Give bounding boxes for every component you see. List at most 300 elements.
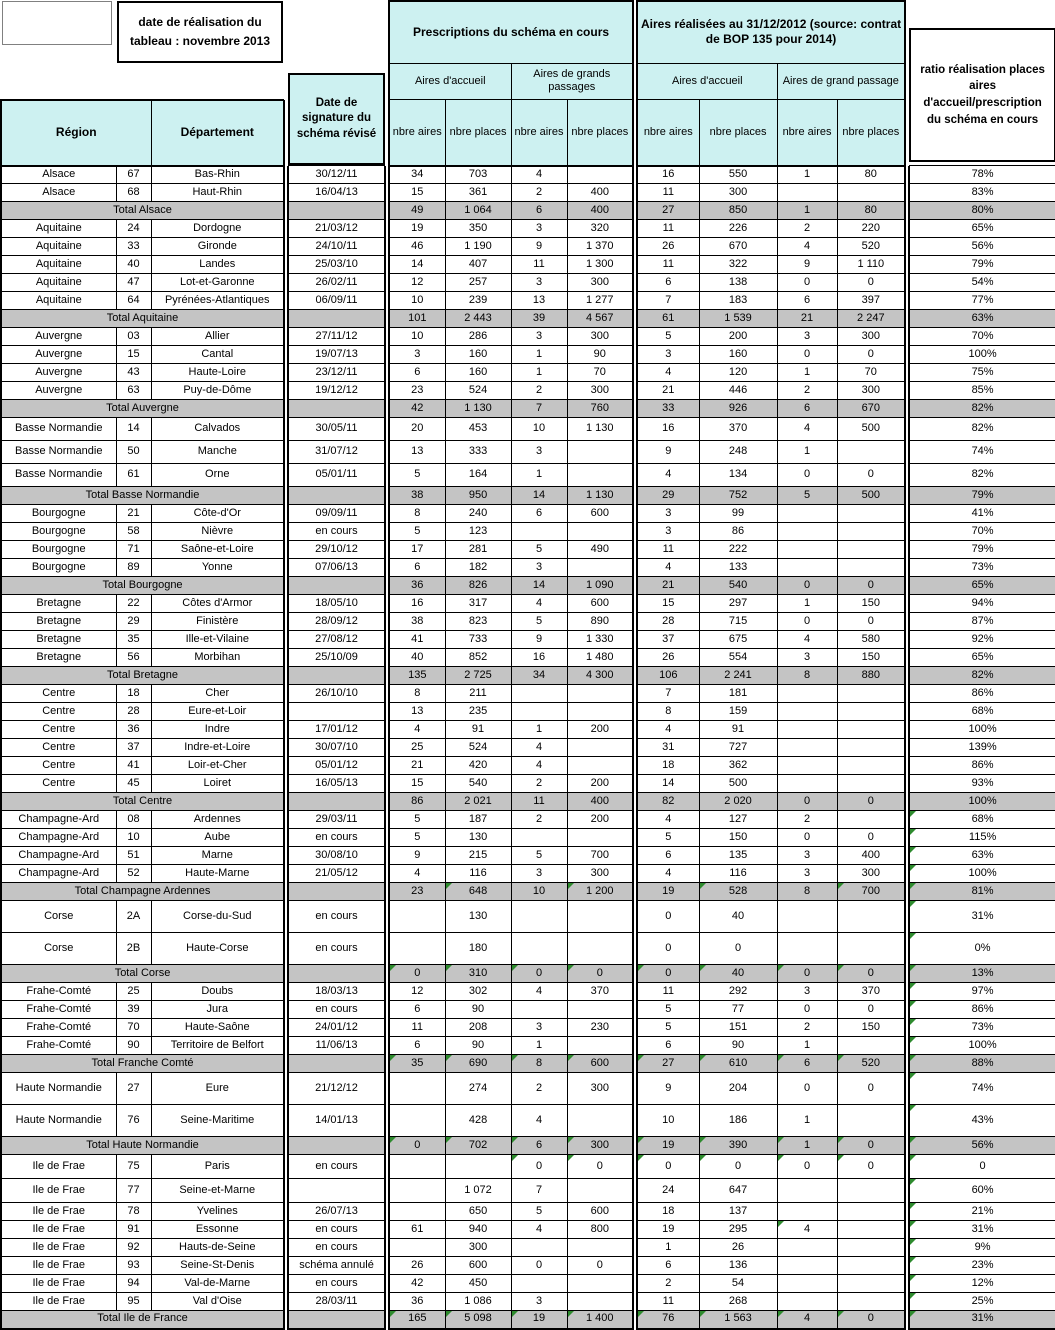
cell-region[interactable]: Champagne-Ard [1, 829, 116, 847]
cell-departement[interactable]: Orne [151, 464, 284, 487]
cell-value[interactable] [567, 1275, 633, 1293]
cell-value[interactable]: 6 [389, 559, 445, 577]
cell-departement[interactable]: Landes [151, 256, 284, 274]
cell-value[interactable]: 164 [445, 464, 511, 487]
cell-departement[interactable]: Hauts-de-Seine [151, 1239, 284, 1257]
cell-departement[interactable]: Cantal [151, 346, 284, 364]
cell-region[interactable]: Centre [1, 775, 116, 793]
cell-value[interactable] [567, 901, 633, 933]
cell-value[interactable]: 90 [445, 1037, 511, 1055]
cell-ratio[interactable]: 80% [909, 202, 1055, 220]
cell-value[interactable]: 4 300 [567, 667, 633, 685]
cell-value[interactable]: 7 [511, 1179, 567, 1203]
cell-departement[interactable]: Saône-et-Loire [151, 541, 284, 559]
cell-ratio[interactable]: 31% [909, 901, 1055, 933]
cell-value[interactable]: 27 [637, 202, 699, 220]
cell-value[interactable] [567, 739, 633, 757]
cell-value[interactable]: 500 [699, 775, 777, 793]
cell-value[interactable]: 248 [699, 441, 777, 464]
cell-region[interactable]: Auvergne [1, 382, 116, 400]
cell-ratio[interactable]: 74% [909, 1073, 1055, 1105]
cell-value[interactable]: 26 [637, 649, 699, 667]
cell-dept-num[interactable]: 37 [116, 739, 151, 757]
cell-value[interactable]: 19 [389, 220, 445, 238]
cell-value[interactable]: 18 [637, 757, 699, 775]
cell-ratio[interactable]: 93% [909, 775, 1055, 793]
cell-value[interactable]: 297 [699, 595, 777, 613]
cell-value[interactable]: 300 [567, 382, 633, 400]
cell-value[interactable]: 11 [389, 1019, 445, 1037]
cell-dept-num[interactable]: 47 [116, 274, 151, 292]
cell-departement[interactable]: Haute-Saône [151, 1019, 284, 1037]
cell-value[interactable]: 1 480 [567, 649, 633, 667]
cell-value[interactable]: 0 [837, 829, 905, 847]
total-label[interactable]: Total Franche Comté [1, 1055, 284, 1073]
cell-date[interactable]: 26/10/10 [288, 685, 385, 703]
cell-value[interactable]: 1 400 [567, 1311, 633, 1329]
cell-value[interactable]: 222 [699, 541, 777, 559]
cell-value[interactable]: 42 [389, 400, 445, 418]
cell-value[interactable] [837, 933, 905, 965]
total-label[interactable]: Total Bretagne [1, 667, 284, 685]
cell-value[interactable]: 715 [699, 613, 777, 631]
cell-value[interactable]: 40 [699, 901, 777, 933]
cell-ratio[interactable]: 139% [909, 739, 1055, 757]
cell-value[interactable]: 6 [637, 1037, 699, 1055]
cell-ratio[interactable]: 86% [909, 757, 1055, 775]
cell-region[interactable]: Bourgogne [1, 559, 116, 577]
cell-value[interactable]: 183 [699, 292, 777, 310]
cell-value[interactable] [837, 721, 905, 739]
cell-value[interactable] [511, 901, 567, 933]
cell-value[interactable]: 14 [389, 256, 445, 274]
cell-ratio[interactable]: 82% [909, 418, 1055, 441]
cell-ratio[interactable]: 56% [909, 1137, 1055, 1155]
cell-value[interactable]: 3 [511, 1019, 567, 1037]
cell-value[interactable] [837, 1203, 905, 1221]
cell-value[interactable]: 3 [777, 328, 837, 346]
cell-dept-num[interactable]: 14 [116, 418, 151, 441]
cell-dept-num[interactable]: 68 [116, 184, 151, 202]
cell-dept-num[interactable]: 56 [116, 649, 151, 667]
cell-value[interactable]: 0 [637, 933, 699, 965]
cell-value[interactable]: 0 [777, 613, 837, 631]
cell-departement[interactable]: Essonne [151, 1221, 284, 1239]
cell-dept-num[interactable]: 92 [116, 1239, 151, 1257]
cell-value[interactable]: 1 064 [445, 202, 511, 220]
cell-value[interactable]: 2 021 [445, 793, 511, 811]
cell-dept-num[interactable]: 10 [116, 829, 151, 847]
cell-value[interactable]: 1 [511, 346, 567, 364]
cell-value[interactable]: 257 [445, 274, 511, 292]
cell-departement[interactable]: Finistère [151, 613, 284, 631]
cell-value[interactable]: 700 [567, 847, 633, 865]
cell-value[interactable]: 1 [777, 441, 837, 464]
cell-value[interactable]: 647 [699, 1179, 777, 1203]
cell-date[interactable]: 18/05/10 [288, 595, 385, 613]
cell-value[interactable]: 446 [699, 382, 777, 400]
total-label[interactable]: Total Centre [1, 793, 284, 811]
cell-value[interactable] [837, 775, 905, 793]
cell-value[interactable]: 116 [699, 865, 777, 883]
cell-region[interactable]: Bourgogne [1, 505, 116, 523]
cell-value[interactable]: 300 [567, 1073, 633, 1105]
cell-value[interactable]: 7 [511, 400, 567, 418]
cell-date[interactable]: en cours [288, 523, 385, 541]
cell-value[interactable]: 400 [837, 847, 905, 865]
cell-value[interactable] [567, 703, 633, 721]
cell-region[interactable]: Aquitaine [1, 292, 116, 310]
cell-dept-num[interactable]: 94 [116, 1275, 151, 1293]
cell-value[interactable]: 300 [567, 865, 633, 883]
cell-value[interactable]: 23 [389, 382, 445, 400]
cell-value[interactable] [445, 1155, 511, 1179]
cell-value[interactable]: 70 [567, 364, 633, 382]
cell-value[interactable]: 0 [777, 1073, 837, 1105]
cell-date[interactable]: 09/09/11 [288, 505, 385, 523]
cell-value[interactable]: 182 [445, 559, 511, 577]
cell-value[interactable] [777, 933, 837, 965]
cell-departement[interactable]: Val-de-Marne [151, 1275, 284, 1293]
cell-ratio[interactable]: 9% [909, 1239, 1055, 1257]
cell-value[interactable] [777, 1203, 837, 1221]
total-label[interactable]: Total Aquitaine [1, 310, 284, 328]
cell-departement[interactable]: Aube [151, 829, 284, 847]
cell-value[interactable]: 690 [445, 1055, 511, 1073]
cell-value[interactable]: 600 [445, 1257, 511, 1275]
cell-departement[interactable]: Pyrénées-Atlantiques [151, 292, 284, 310]
cell-date[interactable]: 11/06/13 [288, 1037, 385, 1055]
cell-ratio[interactable]: 65% [909, 577, 1055, 595]
cell-date[interactable] [288, 487, 385, 505]
cell-departement[interactable]: Haute-Marne [151, 865, 284, 883]
cell-region[interactable]: Corse [1, 901, 116, 933]
cell-value[interactable]: 46 [389, 238, 445, 256]
cell-value[interactable]: 9 [389, 847, 445, 865]
cell-value[interactable]: 1 [777, 1105, 837, 1137]
cell-value[interactable]: 0 [567, 965, 633, 983]
cell-value[interactable]: 500 [837, 487, 905, 505]
cell-value[interactable]: 0 [837, 346, 905, 364]
cell-value[interactable]: 2 [777, 1019, 837, 1037]
cell-value[interactable]: 295 [699, 1221, 777, 1239]
cell-dept-num[interactable]: 41 [116, 757, 151, 775]
cell-departement[interactable]: Haute-Loire [151, 364, 284, 382]
cell-value[interactable]: 61 [637, 310, 699, 328]
cell-value[interactable]: 702 [445, 1137, 511, 1155]
cell-date[interactable]: 30/05/11 [288, 418, 385, 441]
cell-value[interactable]: 752 [699, 487, 777, 505]
cell-value[interactable]: 6 [389, 364, 445, 382]
total-label[interactable]: Total Champagne Ardennes [1, 883, 284, 901]
cell-value[interactable] [837, 441, 905, 464]
cell-value[interactable]: 0 [837, 1311, 905, 1329]
cell-value[interactable]: 317 [445, 595, 511, 613]
cell-value[interactable] [837, 1105, 905, 1137]
cell-value[interactable]: 4 567 [567, 310, 633, 328]
cell-value[interactable]: 1 130 [567, 418, 633, 441]
cell-value[interactable]: 733 [445, 631, 511, 649]
cell-date[interactable] [288, 667, 385, 685]
cell-region[interactable]: Basse Normandie [1, 464, 116, 487]
cell-region[interactable]: Bretagne [1, 595, 116, 613]
cell-value[interactable]: 34 [389, 166, 445, 184]
cell-date[interactable]: 24/10/11 [288, 238, 385, 256]
cell-value[interactable] [389, 1203, 445, 1221]
cell-value[interactable]: 400 [567, 793, 633, 811]
cell-value[interactable]: 120 [699, 364, 777, 382]
cell-value[interactable]: 90 [567, 346, 633, 364]
cell-ratio[interactable]: 100% [909, 793, 1055, 811]
cell-ratio[interactable]: 88% [909, 1055, 1055, 1073]
cell-value[interactable]: 6 [511, 1137, 567, 1155]
cell-value[interactable]: 11 [511, 793, 567, 811]
cell-date[interactable] [288, 883, 385, 901]
cell-ratio[interactable]: 85% [909, 382, 1055, 400]
cell-value[interactable]: 0 [637, 965, 699, 983]
cell-ratio[interactable]: 83% [909, 184, 1055, 202]
cell-value[interactable] [837, 523, 905, 541]
cell-value[interactable]: 4 [511, 983, 567, 1001]
cell-value[interactable]: 15 [637, 595, 699, 613]
cell-value[interactable]: 16 [389, 595, 445, 613]
cell-value[interactable]: 850 [699, 202, 777, 220]
cell-value[interactable]: 4 [777, 1311, 837, 1329]
cell-value[interactable]: 130 [445, 901, 511, 933]
cell-dept-num[interactable]: 52 [116, 865, 151, 883]
cell-value[interactable]: 4 [777, 418, 837, 441]
cell-ratio[interactable]: 86% [909, 685, 1055, 703]
cell-value[interactable]: 61 [389, 1221, 445, 1239]
cell-date[interactable] [288, 703, 385, 721]
cell-date[interactable]: 27/08/12 [288, 631, 385, 649]
cell-value[interactable]: 600 [567, 595, 633, 613]
cell-region[interactable]: Auvergne [1, 346, 116, 364]
cell-value[interactable]: 13 [389, 441, 445, 464]
cell-value[interactable]: 180 [445, 933, 511, 965]
cell-region[interactable]: Centre [1, 757, 116, 775]
cell-value[interactable]: 610 [699, 1055, 777, 1073]
cell-value[interactable]: 370 [567, 983, 633, 1001]
cell-value[interactable] [837, 685, 905, 703]
cell-value[interactable]: 106 [637, 667, 699, 685]
cell-ratio[interactable]: 79% [909, 256, 1055, 274]
cell-value[interactable]: 14 [511, 487, 567, 505]
cell-value[interactable]: 11 [637, 541, 699, 559]
cell-value[interactable]: 150 [837, 595, 905, 613]
cell-region[interactable]: Bourgogne [1, 541, 116, 559]
cell-value[interactable]: 90 [445, 1001, 511, 1019]
cell-value[interactable]: 28 [637, 613, 699, 631]
cell-value[interactable]: 1 110 [837, 256, 905, 274]
cell-value[interactable]: 540 [699, 577, 777, 595]
cell-value[interactable]: 15 [389, 184, 445, 202]
cell-value[interactable] [777, 739, 837, 757]
cell-ratio[interactable]: 81% [909, 883, 1055, 901]
cell-value[interactable]: 33 [637, 400, 699, 418]
cell-value[interactable] [837, 1257, 905, 1275]
cell-value[interactable] [567, 1293, 633, 1311]
cell-value[interactable]: 4 [637, 364, 699, 382]
cell-dept-num[interactable]: 76 [116, 1105, 151, 1137]
cell-dept-num[interactable]: 08 [116, 811, 151, 829]
cell-departement[interactable]: Corse-du-Sud [151, 901, 284, 933]
cell-value[interactable]: 21 [637, 382, 699, 400]
cell-value[interactable]: 0 [777, 577, 837, 595]
cell-value[interactable]: 3 [511, 274, 567, 292]
cell-value[interactable] [777, 901, 837, 933]
cell-value[interactable]: 0 [777, 1001, 837, 1019]
cell-dept-num[interactable]: 78 [116, 1203, 151, 1221]
cell-value[interactable]: 400 [567, 202, 633, 220]
cell-ratio[interactable]: 77% [909, 292, 1055, 310]
cell-dept-num[interactable]: 27 [116, 1073, 151, 1105]
cell-value[interactable]: 700 [837, 883, 905, 901]
cell-value[interactable]: 91 [445, 721, 511, 739]
cell-value[interactable]: 362 [699, 757, 777, 775]
cell-value[interactable] [567, 1001, 633, 1019]
cell-value[interactable]: 5 [777, 487, 837, 505]
cell-value[interactable]: 20 [389, 418, 445, 441]
cell-value[interactable]: 286 [445, 328, 511, 346]
cell-value[interactable]: 204 [699, 1073, 777, 1105]
cell-value[interactable]: 4 [389, 721, 445, 739]
cell-date[interactable]: en cours [288, 933, 385, 965]
cell-region[interactable]: Ile de Frae [1, 1155, 116, 1179]
cell-value[interactable] [777, 523, 837, 541]
cell-value[interactable]: 2 725 [445, 667, 511, 685]
cell-value[interactable]: 150 [837, 1019, 905, 1037]
cell-value[interactable]: 450 [445, 1275, 511, 1293]
cell-value[interactable]: 300 [567, 1137, 633, 1155]
cell-region[interactable]: Ile de Frae [1, 1203, 116, 1221]
cell-region[interactable]: Centre [1, 739, 116, 757]
cell-value[interactable] [567, 933, 633, 965]
cell-value[interactable]: 4 [511, 166, 567, 184]
cell-value[interactable]: 9 [511, 238, 567, 256]
cell-value[interactable]: 926 [699, 400, 777, 418]
cell-ratio[interactable]: 12% [909, 1275, 1055, 1293]
cell-value[interactable]: 1 [511, 364, 567, 382]
cell-value[interactable]: 550 [699, 166, 777, 184]
cell-value[interactable]: 823 [445, 613, 511, 631]
cell-value[interactable]: 370 [699, 418, 777, 441]
cell-value[interactable]: 70 [837, 364, 905, 382]
cell-ratio[interactable]: 56% [909, 238, 1055, 256]
cell-region[interactable]: Basse Normandie [1, 441, 116, 464]
cell-date[interactable]: 21/03/12 [288, 220, 385, 238]
cell-value[interactable]: 950 [445, 487, 511, 505]
cell-value[interactable]: 650 [445, 1203, 511, 1221]
cell-value[interactable]: 1 [777, 1037, 837, 1055]
cell-value[interactable]: 151 [699, 1019, 777, 1037]
cell-value[interactable]: 1 [777, 1137, 837, 1155]
cell-value[interactable]: 490 [567, 541, 633, 559]
cell-value[interactable]: 2 [777, 382, 837, 400]
cell-value[interactable]: 1 090 [567, 577, 633, 595]
total-label[interactable]: Total Bourgogne [1, 577, 284, 595]
cell-ratio[interactable]: 100% [909, 721, 1055, 739]
cell-value[interactable]: 2 241 [699, 667, 777, 685]
cell-value[interactable]: 9 [777, 256, 837, 274]
cell-value[interactable]: 3 [777, 865, 837, 883]
cell-departement[interactable]: Haute-Corse [151, 933, 284, 965]
cell-value[interactable]: 116 [445, 865, 511, 883]
cell-value[interactable]: 800 [567, 1221, 633, 1239]
cell-value[interactable]: 187 [445, 811, 511, 829]
cell-date[interactable] [288, 1179, 385, 1203]
cell-value[interactable]: 40 [699, 965, 777, 983]
cell-value[interactable]: 38 [389, 613, 445, 631]
cell-dept-num[interactable]: 2B [116, 933, 151, 965]
cell-value[interactable]: 19 [511, 1311, 567, 1329]
cell-value[interactable]: 3 [511, 559, 567, 577]
cell-value[interactable]: 3 [389, 346, 445, 364]
cell-departement[interactable]: Eure [151, 1073, 284, 1105]
cell-value[interactable] [389, 1179, 445, 1203]
cell-value[interactable]: 524 [445, 739, 511, 757]
cell-value[interactable]: 4 [511, 757, 567, 775]
cell-value[interactable]: 390 [699, 1137, 777, 1155]
cell-value[interactable]: 16 [637, 418, 699, 441]
cell-value[interactable]: 80 [837, 202, 905, 220]
cell-dept-num[interactable]: 25 [116, 983, 151, 1001]
cell-value[interactable]: 268 [699, 1293, 777, 1311]
cell-value[interactable]: 34 [511, 667, 567, 685]
cell-value[interactable]: 4 [389, 865, 445, 883]
cell-region[interactable]: Ile de Frae [1, 1179, 116, 1203]
cell-dept-num[interactable]: 24 [116, 220, 151, 238]
cell-value[interactable]: 0 [389, 1137, 445, 1155]
cell-region[interactable]: Alsace [1, 166, 116, 184]
cell-value[interactable] [777, 184, 837, 202]
cell-value[interactable]: 9 [637, 441, 699, 464]
cell-value[interactable]: 0 [777, 829, 837, 847]
cell-value[interactable] [567, 523, 633, 541]
cell-value[interactable]: 26 [637, 238, 699, 256]
cell-value[interactable]: 0 [837, 965, 905, 983]
cell-ratio[interactable]: 100% [909, 865, 1055, 883]
cell-value[interactable]: 91 [699, 721, 777, 739]
cell-ratio[interactable]: 41% [909, 505, 1055, 523]
cell-date[interactable] [288, 577, 385, 595]
cell-value[interactable]: 226 [699, 220, 777, 238]
cell-departement[interactable]: Haut-Rhin [151, 184, 284, 202]
cell-value[interactable]: 138 [699, 274, 777, 292]
cell-value[interactable]: 35 [389, 1055, 445, 1073]
cell-dept-num[interactable]: 21 [116, 505, 151, 523]
cell-value[interactable] [567, 464, 633, 487]
cell-value[interactable] [511, 1239, 567, 1257]
cell-value[interactable]: 2 [511, 1073, 567, 1105]
cell-value[interactable]: 7 [637, 685, 699, 703]
cell-value[interactable]: 200 [699, 328, 777, 346]
cell-value[interactable]: 600 [567, 1203, 633, 1221]
cell-date[interactable]: en cours [288, 1275, 385, 1293]
cell-value[interactable]: 0 [567, 1155, 633, 1179]
total-label[interactable]: Total Haute Normandie [1, 1137, 284, 1155]
cell-value[interactable]: 230 [567, 1019, 633, 1037]
cell-value[interactable]: 670 [837, 400, 905, 418]
cell-value[interactable]: 3 [511, 328, 567, 346]
cell-value[interactable]: 39 [511, 310, 567, 328]
cell-value[interactable]: 239 [445, 292, 511, 310]
cell-dept-num[interactable]: 2A [116, 901, 151, 933]
cell-date[interactable]: 30/07/10 [288, 739, 385, 757]
cell-value[interactable]: 11 [637, 256, 699, 274]
cell-region[interactable]: Haute Normandie [1, 1105, 116, 1137]
cell-departement[interactable]: Manche [151, 441, 284, 464]
